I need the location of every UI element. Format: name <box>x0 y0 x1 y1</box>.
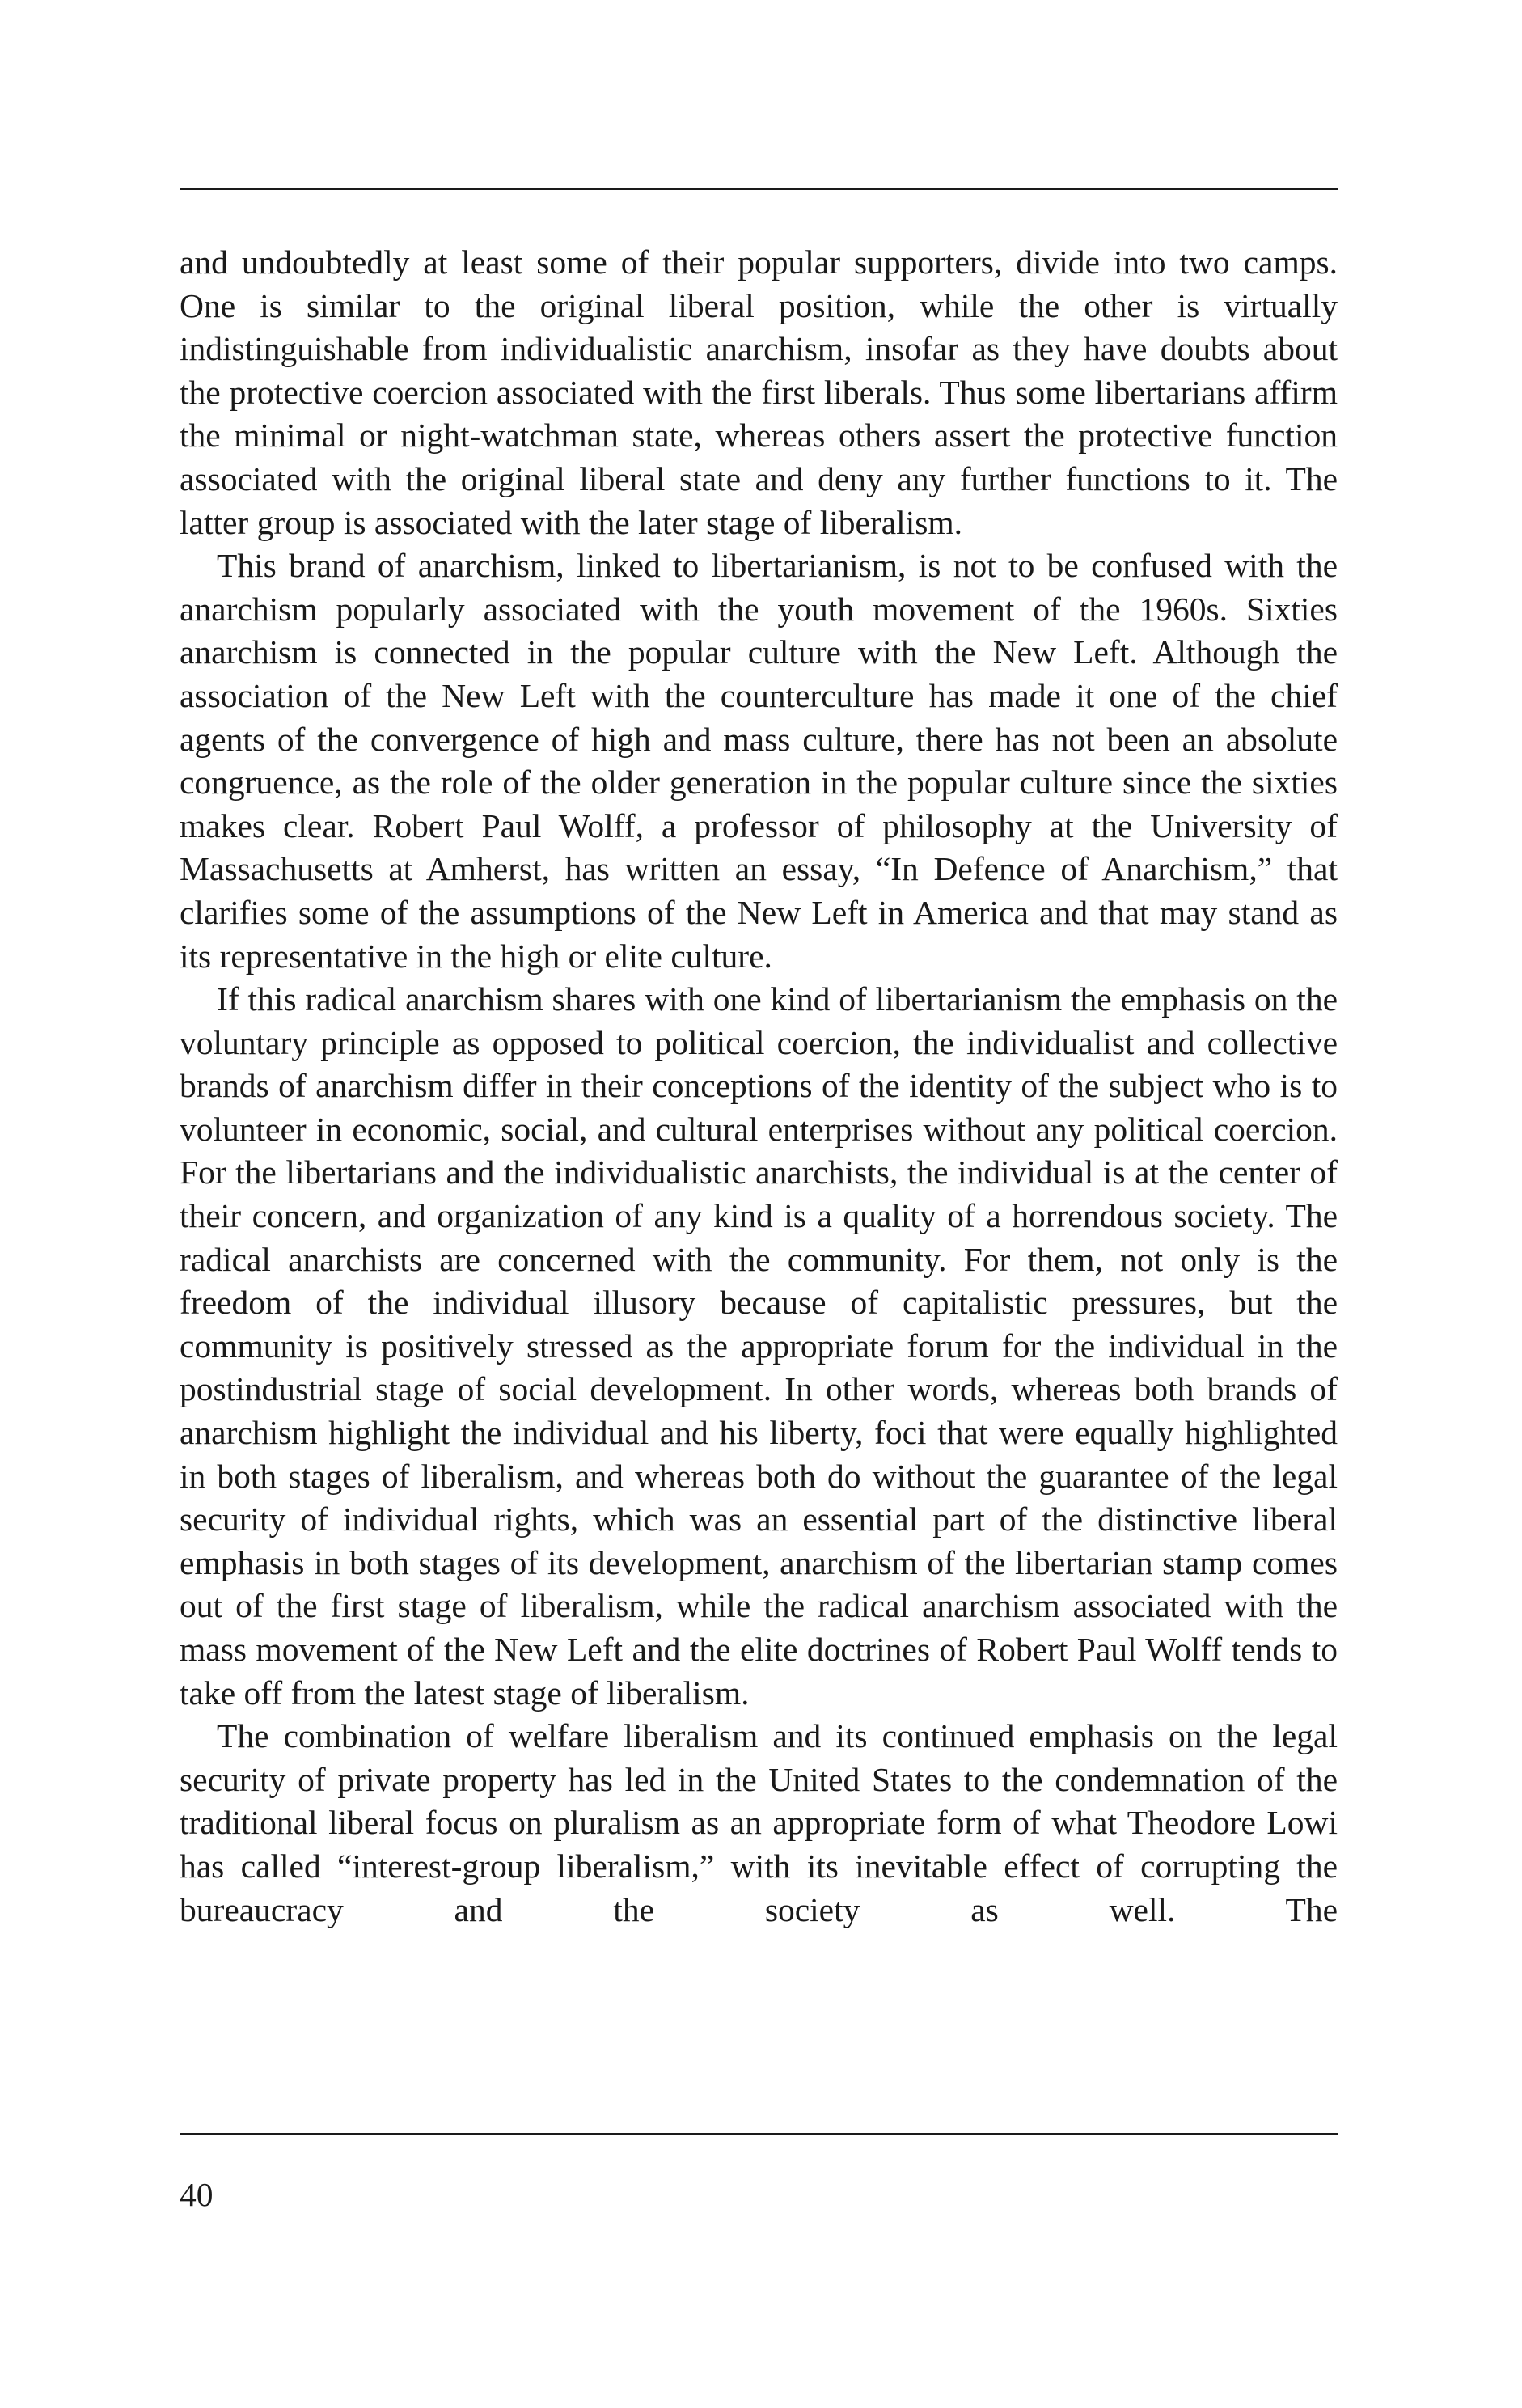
top-rule <box>180 188 1338 190</box>
paragraph-anarchism-sixties: This brand of anarchism, linked to libertarianism, is not to be confused with the anarchism popularly associated with the youth movement of the 1960s. Sixties anarchism is connected in the popular culture with the New Left. Although the association of the New Left with the counterculture has made it one of the chief agents of the convergence of high and mass culture, there has not been an absolute congruence, as the role of the older generation in the popular culture since the sixties makes clear. Robert Paul Wolff, a professor of philosophy at the University of Massachusetts at Amherst, has written an essay, “In Defence of Anarchism,” that clarifies some of the assumptions of the New Left in America and that may stand as its representative in the high or elite culture. <box>180 547 1338 975</box>
paragraph-radical-anarchism: If this radical anarchism shares with one kind of libertarianism the emphasis on the voluntary principle as opposed to political coercion, the individualist and collective brands of anarchism differ in their conceptions of the identity of the subject who is to volunteer in economic, social, and cultural enterprises without any political coercion. For the libertarians and the individualistic anarchists, the individual is at the center of their concern, and organization of any kind is a quality of a horrendous society. The radical anarchists are concerned with the community. For them, not only is the freedom of the individual illusory because of capitalistic pressures, but the community is positively stressed as the appropriate forum for the individual in the postindustrial stage of social development. In other words, whereas both brands of anarchism highlight the individual and his liberty, foci that were equally highlighted in both stages of liberalism, and whereas both do without the guarantee of the legal security of individual rights, which was an essential part of the distinctive liberal emphasis in both stages of its development, anarchism of the libertarian stamp comes out of the first stage of liberalism, while the radical anarchism associated with the mass movement of the New Left and the elite doctrines of Robert Paul Wolff tends to take off from the latest stage of liberalism. <box>180 980 1338 1712</box>
page-number: 40 <box>180 2176 214 2213</box>
bottom-rule <box>180 2133 1338 2135</box>
body-text <box>180 241 1338 1932</box>
paragraph-welfare-liberalism: The combination of welfare liberalism and its continued emphasis on the legal security of private property has led in the United States to the condemnation of the traditional liberal focus on pluralism as an appropriate form of what Theodore Lowi has called “interest-group liberalism,” with its inevitable effect of corrupting the bureaucracy and the society as well. The <box>180 1717 1338 1928</box>
paragraph-continued: and undoubtedly at least some of their popular supporters, divide into two camps. One is similar to the original liberal position, while the other is virtually indistinguishable from individualistic anarchism, insofar as they have doubts about the protective coercion associated with the first liberals. Thus some libertarians affirm the minimal or night-watchman state, whereas others assert the protective function associated with the original liberal state and deny any further functions to it. The latter group is associated with the later stage of liberalism. <box>180 243 1338 541</box>
